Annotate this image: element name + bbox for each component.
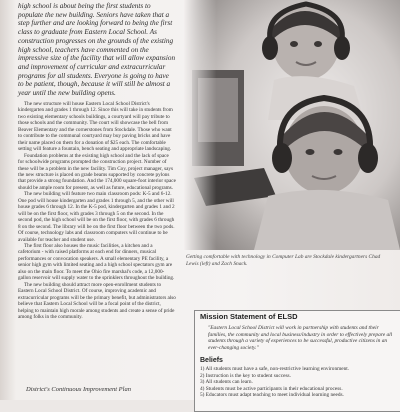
- belief-item: 4) Students must be active participants in their educational process.: [200, 385, 343, 392]
- body-paragraph: The new structure will house Eastern Local School District's kindergarten and grades 1 through 12. Since this will take in students from two existing elementary schools buildings, a courtyard will pay tribute to those schools and the community. The court will showcase the bell from Beaver Elementary and the cornerstones from Stockdale. Those who want to contribute to the communal courtyard may buy paving bricks and have their name placed on them for a donation of $25 each. The comfortable setting will feature a fountain, bench seating and appropriate landscaping.: [18, 101, 173, 153]
- intro-paragraph: high school is about being the first students to populate the new building. Seniors have taken that a step further and are looking forward to being the first class to graduate from Eastern Local School. As construction progresses on the grounds of the existing high school, teachers have commented on the impressive size of the facility that will allow expansion and improvement of curricular and extracurricular programs for all students. Everyone is going to have to be patient, though, because it will still be almost a year until the new building opens.: [18, 2, 176, 98]
- body-paragraph: The first floor also houses the music facilities, a kitchen and a cafetorium - with raised platforms at each end for dinners, musical performances or convocation speakers. A small elementary PE facility, a senior high gym with limited seating and a high school spectators gym are also on the main floor. To meet the Ohio fire marshal's code, a 12,000-gallon reservoir will supply water to the sprinklers throughout the building.: [18, 242, 175, 282]
- body-paragraph: Foundation problems at the existing high school and the lack of space for schoolwide programs prompted the construction project. Number of these will be a problem in the new facility. Tim Coy, project manager, says the new structure is placed on grade beams supported by concrete pylons that provide a strong foundation. And the 174,000 square-foot interior space should be ample room for present, as well as future, educational programs.: [18, 152, 176, 191]
- beliefs-list: [200, 366, 396, 399]
- article-body: [18, 101, 176, 320]
- section-subhead: District's Continuous Improvement Plan: [26, 386, 131, 393]
- photo-caption: Getting comfortable with technology in Computer Lab are Stockdale kindergartners Chad Lewis (left) and Zach Snack.: [186, 254, 381, 267]
- belief-item: 1) All students must have a safe, non-restrictive learning environment.: [200, 366, 350, 372]
- body-paragraph: The new building will feature two main classroom pods: K-5 and 6-12. One pod will house kindergarten and grades 1 through 5, and the other will house grades 6 through 12. In the K-5 pod, kindergarten and grades 1 and 2 will be on the first floor, with grades 3 through 5 on the second. In the second pod, the high school will be on the first floor, with grades 6 through 8 on the second. The library will be on the first floor between the two pods. Of course, technology labs and classroom computers will continue to be available for teacher and student use.: [18, 191, 175, 243]
- students-computer-photo: [184, 0, 400, 250]
- body-paragraph: The new building should attract more open-enrollment students to Eastern Local School District. Of course, improving academic and extracurricular programs will be the primary benefit, but administrators also believe that Eastern Local School will be a focal point of the district, helping to maintain high morale among students and create a sense of pride among folks in the community.: [18, 281, 176, 320]
- mission-title: Mission Statement of ELSD: [200, 312, 298, 321]
- beliefs-title: Beliefs: [200, 357, 223, 364]
- belief-item: 3) All students can learn.: [200, 379, 253, 386]
- belief-item: 5) Educators must adapt teaching to meet individual learning needs.: [200, 392, 344, 399]
- belief-item: 2) Instruction is the key to student success.: [200, 372, 291, 379]
- mission-text: "Eastern Local School District will work in partnership with students and their families, the community and local business/industry in order to effectively prepare all students through a variety of experiences to be successful, productive citizens in an ever-changing society.": [208, 325, 393, 351]
